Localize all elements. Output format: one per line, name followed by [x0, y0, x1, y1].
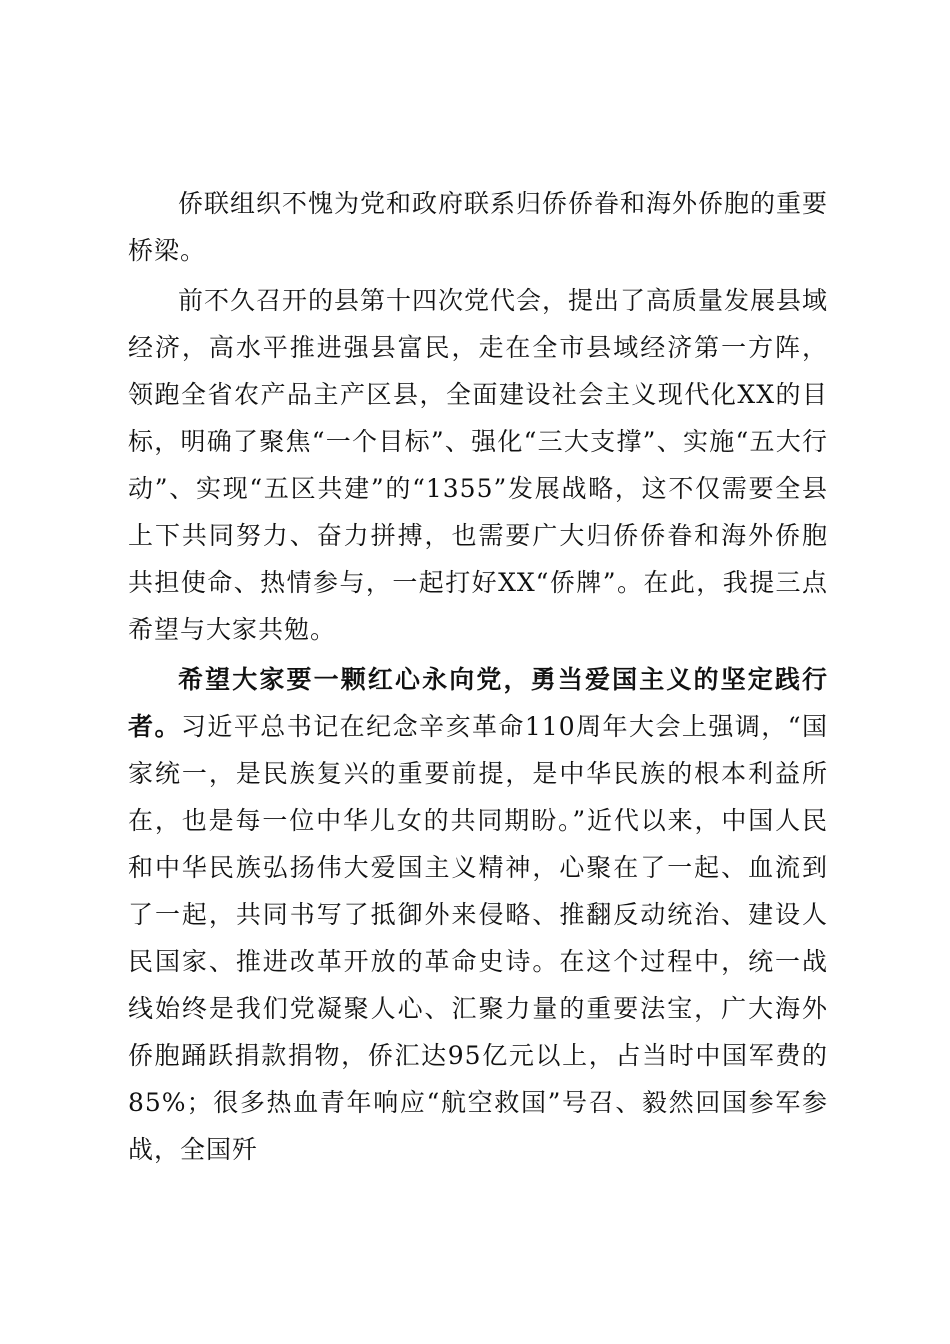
paragraph-1-text: 侨联组织不愧为党和政府联系归侨侨眷和海外侨胞的重要桥梁。 — [128, 189, 829, 265]
paragraph-2-text: 前不久召开的县第十四次党代会，提出了高质量发展县域经济，高水平推进强县富民，走在全市县域经济第一方阵，领跑全省农产品主产区县，全面建设社会主义现代化XX的目标，明确了聚焦“一个目标”、强化“三大支撑”、实施“五大行动”、实现“五区共建”的“1355”发展战略，这不仅需要全县上下共同努力、奋力拼搏，也需要广大归侨侨眷和海外侨胞共担使命、热情参与，一起打好XX“侨牌”。在此，我提三点希望与大家共勉。 — [128, 286, 829, 644]
paragraph-3 — [128, 656, 828, 1173]
paragraph-1 — [128, 180, 828, 274]
body-text — [128, 180, 828, 1173]
paragraph-3-heading: 希望大家要一颗红心永向党，勇当爱国主义的坚定践行者。 — [128, 665, 828, 741]
paragraph-3-text: 习近平总书记在纪念辛亥革命110周年大会上强调，“国家统一，是民族复兴的重要前提，是中华民族的根本利益所在，也是每一位中华儿女的共同期盼。”近代以来，中国人民和中华民族弘扬伟大爱国主义精神，心聚在了一起、血流到了一起，共同书写了抵御外来侵略、推翻反动统治、建设人民国家、推进改革开放的革命史诗。在这个过程中，统一战线始终是我们党凝聚人心、汇聚力量的重要法宝，广大海外侨胞踊跃捐款捐物，侨汇达95亿元以上，占当时中国军费的85%；很多热血青年响应“航空救国”号召、毅然回国参军参战，全国歼 — [128, 712, 828, 1164]
paragraph-2 — [128, 277, 828, 653]
